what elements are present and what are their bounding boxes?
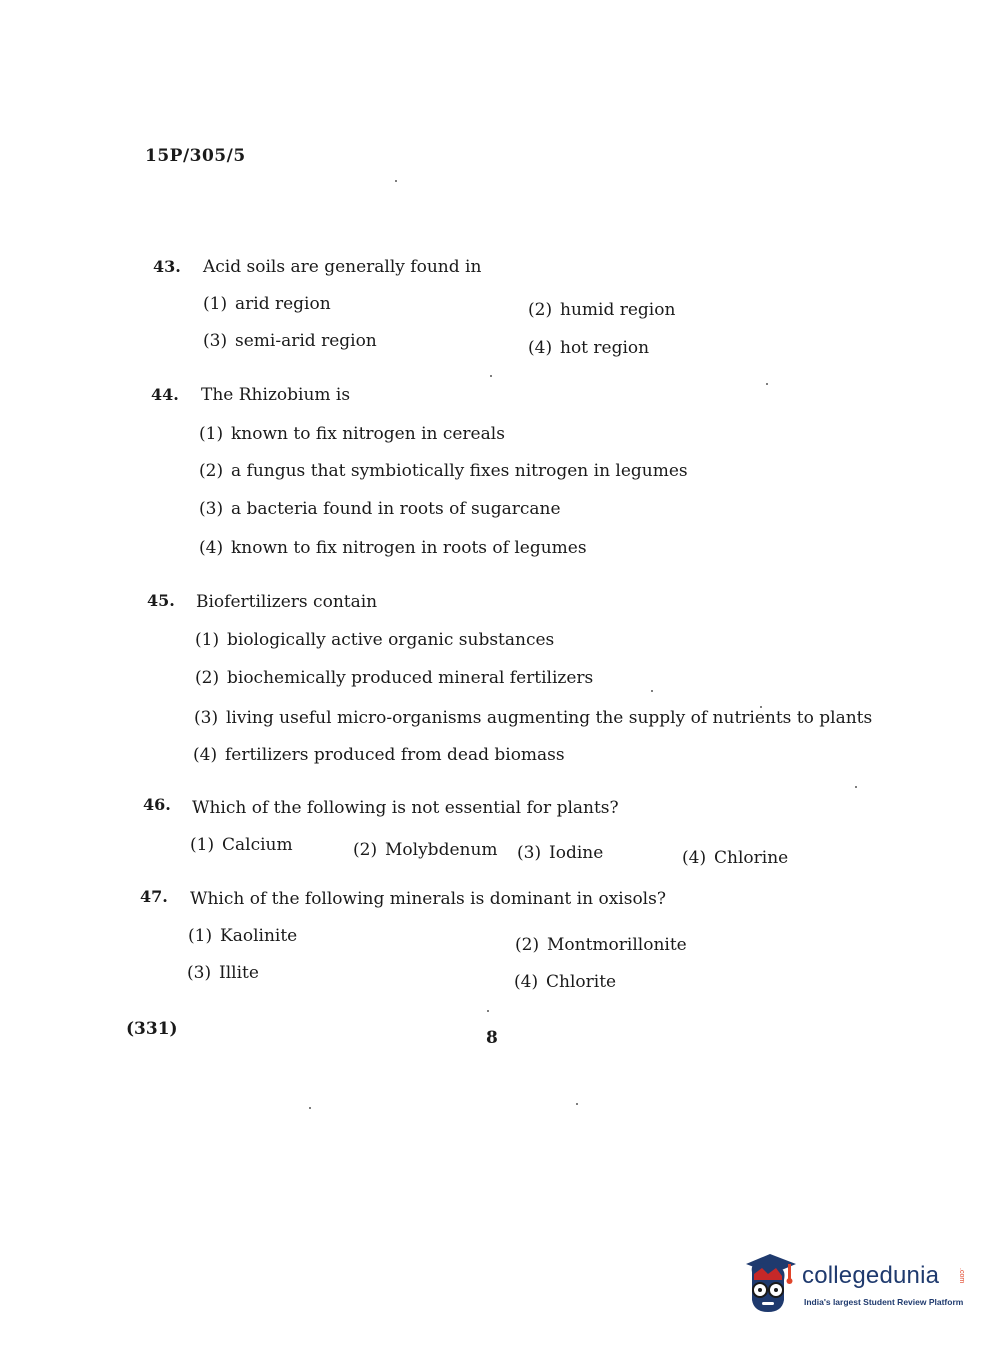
question-number: 46. [143,795,171,814]
option-number: (2) [528,300,553,320]
option-number: (4) [199,538,224,558]
option-1 [190,835,293,855]
scan-speck [760,706,762,708]
option-text: Kaolinite [220,926,298,946]
option-number: (3) [517,843,542,863]
option-2 [353,840,498,860]
option-text: known to fix nitrogen in roots of legumes [231,538,587,558]
option-number: (1) [195,630,220,650]
option-text: a bacteria found in roots of sugarcane [231,499,561,519]
option-number: (4) [682,848,707,868]
option-text: Molybdenum [385,840,498,860]
option-3 [199,499,561,519]
option-text: Montmorillonite [547,935,687,955]
question-text: Biofertilizers contain [196,592,378,612]
scan-speck [395,180,397,182]
brand-name: collegedunia [802,1262,940,1289]
option-text: biologically active organic substances [227,630,555,650]
footer-code: (331) [126,1019,178,1039]
scan-speck [490,375,492,377]
scan-speck [766,383,768,385]
option-number: (3) [187,963,212,983]
option-number: (4) [514,972,539,992]
option-number: (3) [203,331,228,351]
option-3 [187,963,259,983]
option-text: a fungus that symbiotically fixes nitrogen in legumes [231,461,688,481]
option-text: semi-arid region [235,331,377,351]
brand-domain-suffix: .com [958,1268,965,1284]
option-number: (1) [199,424,224,444]
option-4 [682,848,788,868]
option-text: humid region [560,300,676,320]
option-2 [195,668,593,688]
option-4 [514,972,616,992]
option-number: (4) [193,745,218,765]
scan-speck [651,690,653,692]
option-1 [199,424,505,444]
question-text: The Rhizobium is [201,385,351,405]
option-text: biochemically produced mineral fertilizers [227,668,594,688]
option-text: arid region [235,294,331,314]
option-4 [528,338,649,358]
question-number: 47. [140,887,168,906]
page-number: 8 [486,1028,498,1048]
option-number: (2) [515,935,540,955]
question-number: 44. [151,385,179,404]
option-text: living useful micro-organisms augmenting the supply of nutrients to plants [226,708,873,728]
mascot-logo-icon [742,1250,800,1316]
option-2 [199,461,688,481]
option-number: (2) [353,840,378,860]
collegedunia-logo [742,1250,972,1320]
option-text: Illite [219,963,259,983]
question-text: Acid soils are generally found in [203,257,482,277]
paper-code: 15P/305/5 [145,146,246,166]
option-1 [188,926,297,946]
option-number: (2) [199,461,224,481]
option-text: known to fix nitrogen in cereals [231,424,505,444]
option-1 [203,294,331,314]
option-number: (3) [194,708,219,728]
option-text: Chlorite [546,972,617,992]
option-number: (1) [203,294,228,314]
option-2 [528,300,675,320]
option-2 [515,935,687,955]
option-text: Chlorine [714,848,789,868]
question-number: 43. [153,257,181,276]
option-3 [203,331,377,351]
question-text: Which of the following is not essential for plants? [192,798,619,818]
option-3 [194,708,872,728]
option-text: Calcium [222,835,293,855]
scan-speck [309,1107,311,1109]
option-number: (2) [195,668,220,688]
option-4 [199,538,587,558]
option-text: hot region [560,338,650,358]
option-3 [517,843,603,863]
brand-tagline: India's largest Student Review Platform [804,1297,964,1307]
scan-speck [576,1103,578,1105]
option-text: Iodine [549,843,604,863]
scan-speck [487,1010,489,1012]
option-text: fertilizers produced from dead biomass [225,745,565,765]
option-4 [193,745,565,765]
option-number: (1) [190,835,215,855]
scan-speck [855,786,857,788]
option-1 [195,630,554,650]
question-number: 45. [147,591,175,610]
option-number: (4) [528,338,553,358]
question-text: Which of the following minerals is dominant in oxisols? [190,889,666,909]
option-number: (1) [188,926,213,946]
option-number: (3) [199,499,224,519]
